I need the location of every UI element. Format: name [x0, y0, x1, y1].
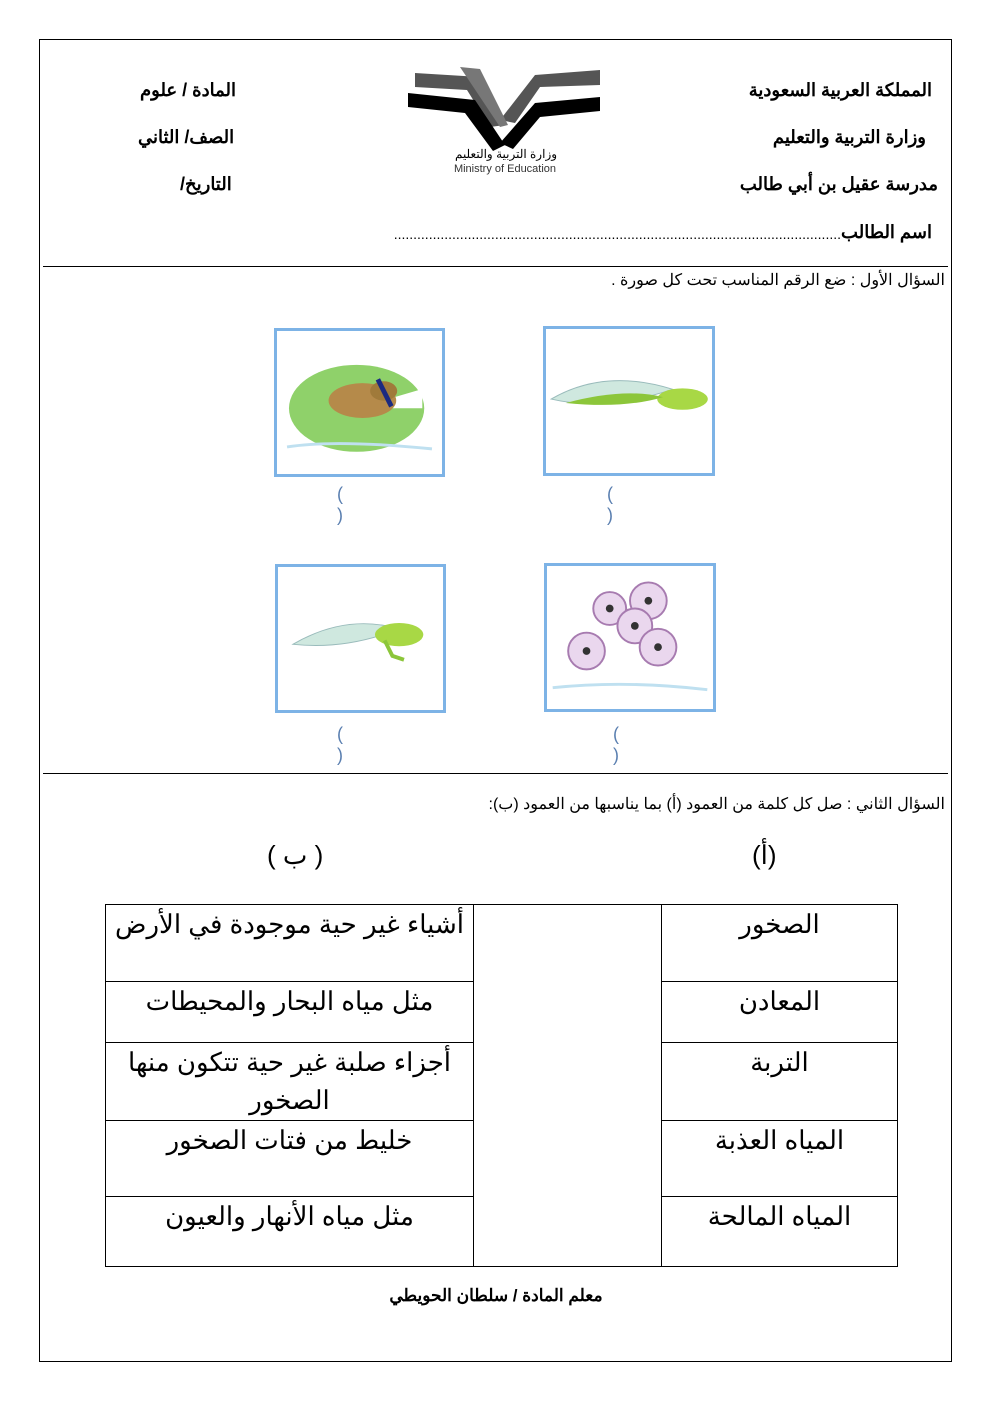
frog-image [274, 328, 445, 477]
logo-arabic-text: وزارة التربية والتعليم [454, 147, 558, 161]
answer-slot[interactable]: ( ) [613, 724, 659, 765]
column-a-cell: المياه العذبة [662, 1121, 898, 1197]
answer-slot[interactable]: ( ) [337, 484, 383, 525]
matching-table [105, 904, 898, 1267]
answer-slot[interactable]: ( ) [607, 484, 653, 525]
question-2-title: السؤال الثاني : صل كل كلمة من العمود (أ) بما يناسبها من العمود (ب): [488, 796, 945, 813]
grade-label: الصف/ الثاني [138, 127, 235, 147]
column-a-cell: المعادن [662, 982, 898, 1043]
divider [43, 266, 948, 267]
logo-english-text: Ministry of Education [453, 163, 557, 175]
column-b-cell: خليط من فتات الصخور [106, 1121, 474, 1197]
column-a-cell: التربة [662, 1043, 898, 1121]
student-name-field[interactable]: ................................................................................................................... [393, 226, 841, 242]
column-a-header: (أ) [752, 840, 777, 870]
column-b-cell: مثل مياه الأنهار والعيون [106, 1197, 474, 1267]
country-label: المملكة العربية السعودية [748, 80, 932, 100]
column-b-cell: مثل مياه البحار والمحيطات [106, 982, 474, 1043]
divider [43, 773, 948, 774]
teacher-signature: معلم المادة / سلطان الحويطي [389, 1286, 603, 1305]
frog-eggs-image [544, 563, 716, 712]
tadpole-image [543, 326, 715, 476]
column-a-cell: المياه المالحة [662, 1197, 898, 1267]
ministry-logo [405, 65, 605, 180]
ministry-label: وزارة التربية والتعليم [772, 127, 926, 147]
date-label: التاريخ/ [180, 174, 232, 194]
school-label: مدرسة عقيل بن أبي طالب [739, 174, 938, 194]
question-1-title: السؤال الأول : ضع الرقم المناسب تحت كل صورة . [611, 272, 945, 289]
matching-space[interactable] [474, 905, 662, 1267]
tadpole-with-legs-image [275, 564, 446, 713]
column-a-cell: الصخور [662, 905, 898, 982]
student-name-label: اسم الطالب [841, 222, 932, 242]
answer-slot[interactable]: ( ) [337, 724, 383, 765]
column-b-header: ( ب ) [267, 840, 324, 870]
column-b-cell: أشياء غير حية موجودة في الأرض [106, 905, 474, 982]
column-b-cell: أجزاء صلبة غير حية تتكون منها الصخور [106, 1043, 474, 1121]
subject-label: المادة / علوم [140, 80, 236, 100]
